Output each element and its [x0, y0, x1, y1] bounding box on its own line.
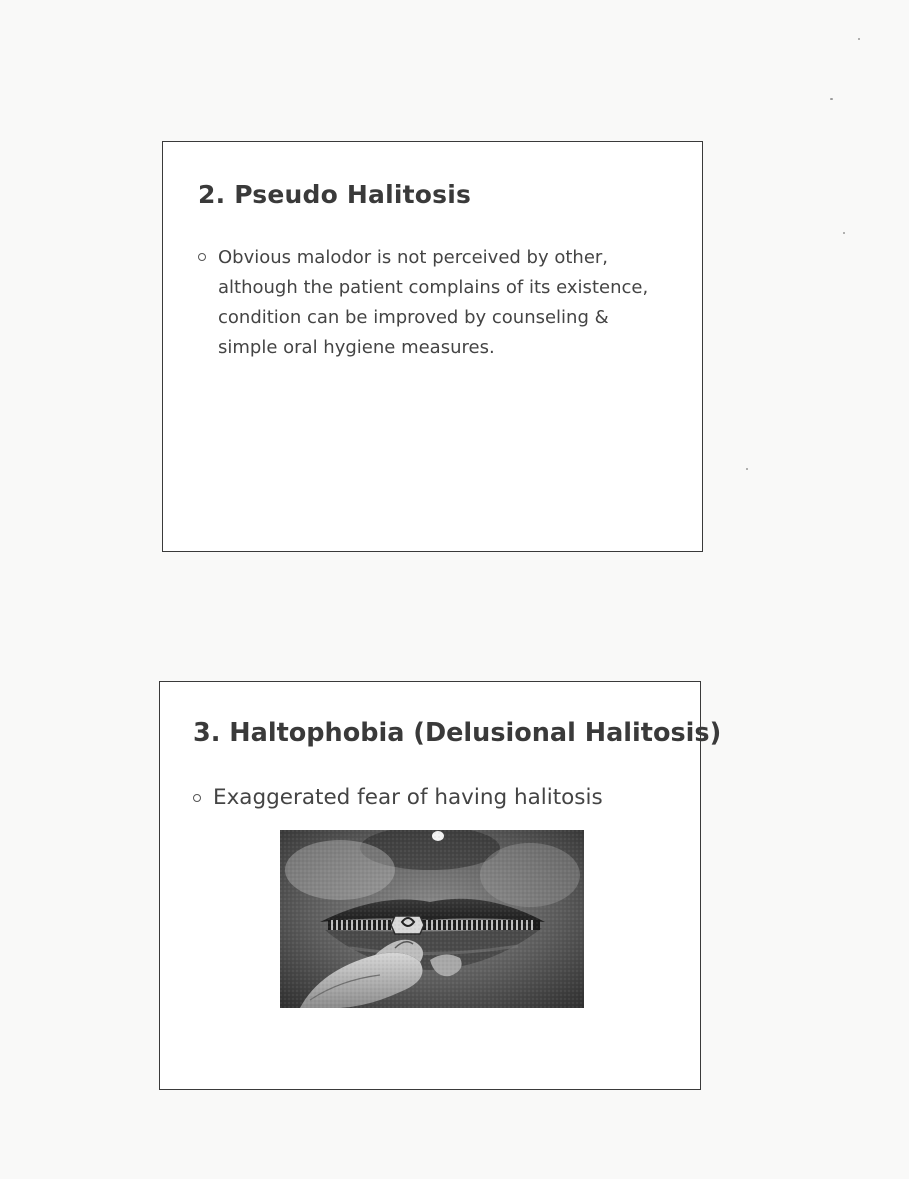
bullet-list	[198, 243, 668, 363]
bullet-text: Obvious malodor is not perceived by other, although the patient complains of its existence, condition can be improved by counseling & simple oral hygiene measures.	[218, 247, 649, 358]
scan-speck	[830, 98, 833, 100]
bullet-list	[193, 782, 673, 814]
bullet-icon	[193, 794, 201, 802]
bullet-text: Exaggerated fear of having halitosis	[213, 785, 603, 810]
slide-haltophobia	[159, 681, 722, 1090]
slide-pseudo-halitosis	[162, 141, 703, 552]
bullet-icon	[198, 253, 206, 261]
bullet-item	[193, 782, 673, 814]
zipper-mouth-photo	[280, 830, 584, 1008]
scan-speck	[843, 232, 845, 234]
scan-speck	[858, 38, 860, 40]
slide-title: 2. Pseudo Halitosis	[198, 180, 472, 209]
bullet-item	[198, 243, 668, 363]
slide-title: 3. Haltophobia (Delusional Halitosis)	[193, 718, 722, 748]
scan-speck	[746, 468, 748, 470]
